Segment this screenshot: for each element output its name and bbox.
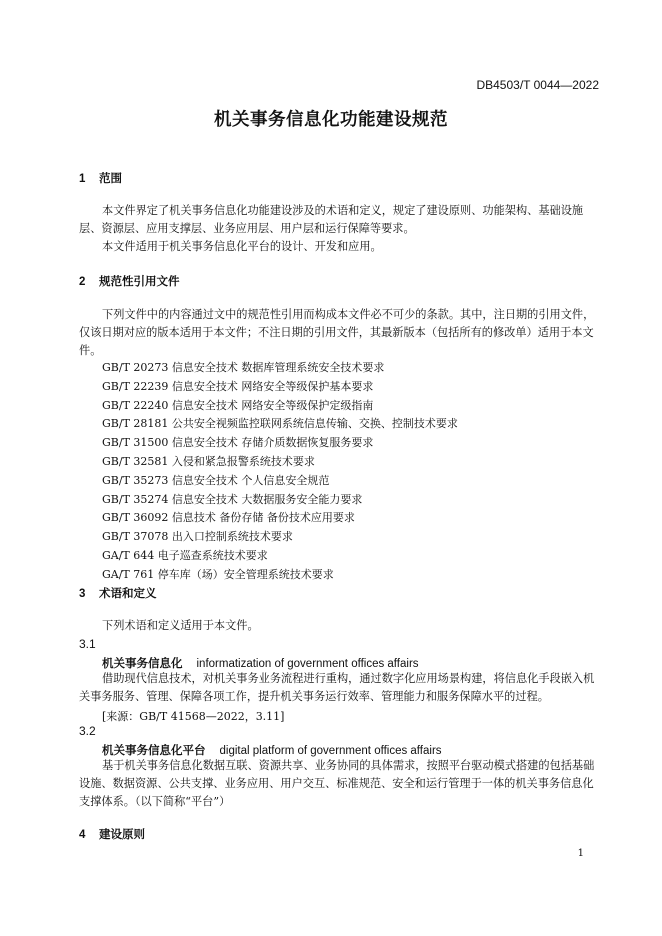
- term-zh: 机关事务信息化平台: [102, 745, 206, 757]
- section-2-heading: [79, 273, 180, 289]
- section-number: 2: [79, 276, 86, 288]
- section-3-heading: [79, 585, 157, 601]
- section-title: 术语和定义: [99, 588, 157, 600]
- term-heading: [102, 742, 442, 758]
- term-number: 3.1: [79, 637, 96, 651]
- document-title: 机关事务信息化功能建设规范: [214, 110, 448, 130]
- term-en: informatization of government offices affairs: [196, 658, 419, 670]
- section-1-heading: [79, 170, 122, 186]
- term-number: 3.2: [79, 724, 96, 738]
- reference-item: GB/T 32581 入侵和紧急报警系统技术要求: [102, 454, 315, 468]
- reference-item: GB/T 35273 信息安全技术 个人信息安全规范: [102, 473, 330, 487]
- reference-item: GB/T 35274 信息安全技术 大数据服务安全能力要求: [102, 492, 363, 506]
- reference-item: GB/T 28181 公共安全视频监控联网系统信息传输、交换、控制技术要求: [102, 417, 458, 431]
- term-definition: 基于机关事务信息化数据互联、资源共享、业务协同的具体需求，按照平台驱动模式搭建的包括基础设施、数据资源、公共支撑、业务应用、用户交互、标准规范、安全和运行管理于一体的机关事务信息化支撑体系。（以下简称“平台”）: [79, 759, 595, 808]
- reference-list: [102, 359, 458, 585]
- reference-item: GA/T 761 停车库（场）安全管理系统技术要求: [102, 567, 334, 581]
- paragraph: 下列文件中的内容通过文中的规范性引用而构成本文件必不可少的条款。其中，注日期的引用文件，仅该日期对应的版本适用于本文件；不注日期的引用文件，其最新版本（包括所有的修改单）适用于本文件。: [79, 308, 595, 357]
- section-title: 建设原则: [99, 829, 145, 841]
- section-number: 3: [79, 588, 86, 600]
- reference-item: GB/T 37078 出入口控制系统技术要求: [102, 530, 293, 544]
- term-definition: 借助现代信息技术，对机关事务业务流程进行重构，通过数字化应用场景构建，将信息化手段嵌入机关事务服务、管理、保障各项工作，提升机关事务运行效率、管理能力和服务保障水平的过程。: [79, 672, 595, 703]
- page-number: 1: [577, 848, 584, 859]
- paragraph: 本文件界定了机关事务信息化功能建设涉及的术语和定义，规定了建设原则、功能架构、基础设施层、资源层、应用支撑层、业务应用层、用户层和运行保障等要求。: [79, 204, 584, 235]
- reference-item: GB/T 22240 信息安全技术 网络安全等级保护定级指南: [102, 398, 374, 412]
- reference-item: GB/T 20273 信息安全技术 数据库管理系统安全技术要求: [102, 361, 385, 374]
- section-number: 1: [79, 173, 86, 185]
- section-4-heading: [79, 826, 145, 842]
- section-title: 范围: [99, 173, 122, 185]
- paragraph: 本文件适用于机关事务信息化平台的设计、开发和应用。: [102, 240, 382, 253]
- section-number: 4: [79, 829, 86, 841]
- reference-item: GB/T 31500 信息安全技术 存储介质数据恢复服务要求: [102, 436, 374, 450]
- paragraph: 下列术语和定义适用于本文件。: [102, 619, 259, 632]
- reference-item: GB/T 22239 信息安全技术 网络安全等级保护基本要求: [102, 379, 374, 393]
- reference-item: GB/T 36092 信息技术 备份存储 备份技术应用要求: [102, 511, 355, 525]
- term-source: [来源：GB/T 41568—2022，3.11]: [102, 710, 285, 723]
- term-en: digital platform of government offices affairs: [219, 745, 442, 757]
- reference-item: GA/T 644 电子巡查系统技术要求: [102, 548, 268, 562]
- term-zh: 机关事务信息化: [102, 658, 183, 670]
- standard-code: DB4503/T 0044—2022: [476, 78, 599, 92]
- section-title: 规范性引用文件: [99, 276, 180, 288]
- term-heading: [102, 655, 419, 671]
